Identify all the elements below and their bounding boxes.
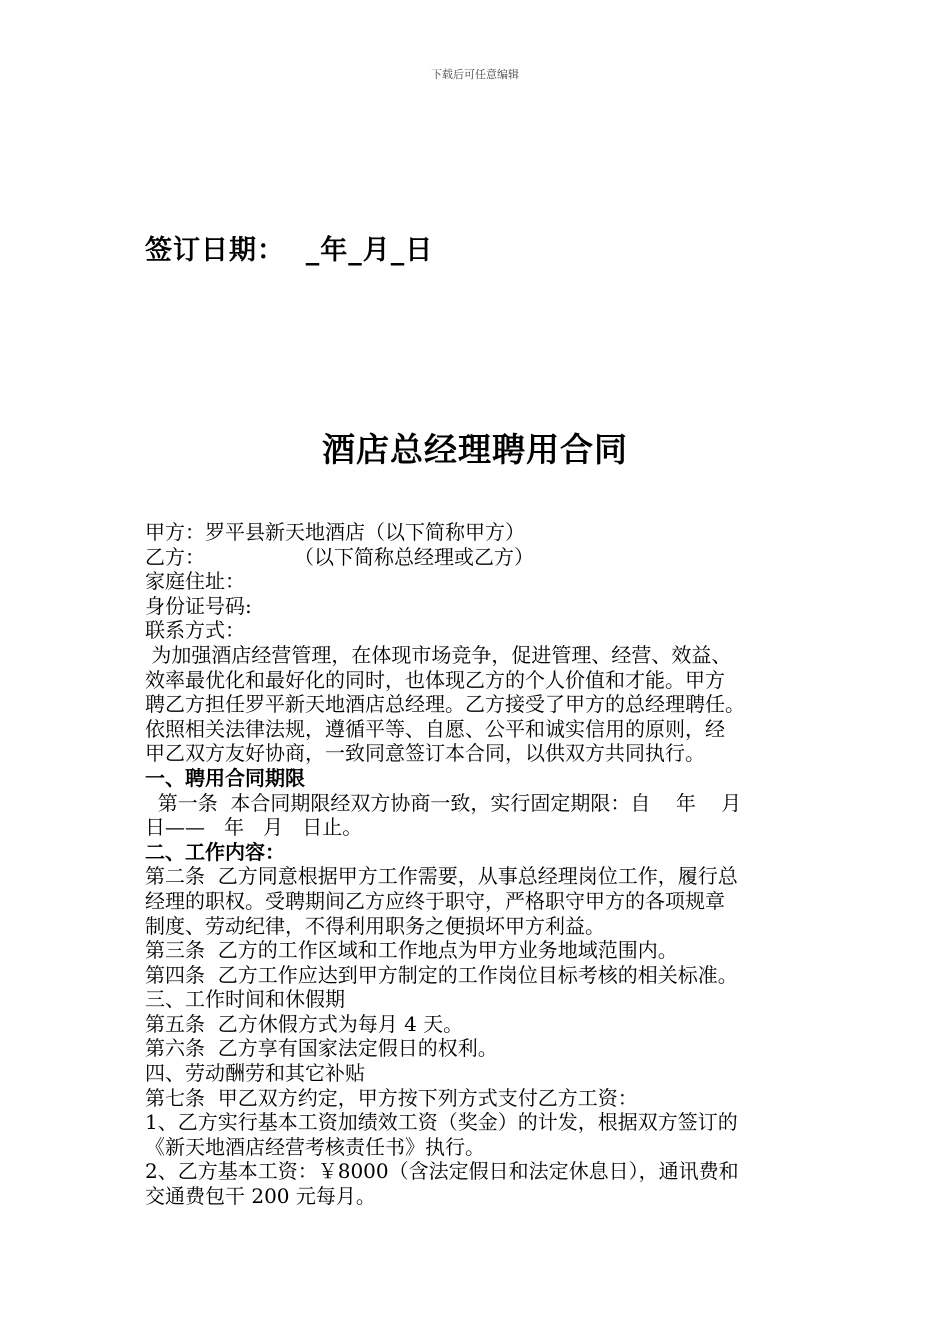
body-line: 聘乙方担任罗平新天地酒店总经理。乙方接受了甲方的总经理聘任。 [145, 692, 745, 717]
body-line: 第五条 乙方休假方式为每月 4 天。 [145, 1011, 464, 1036]
body-line: 四、劳动酬劳和其它补贴 [145, 1061, 365, 1086]
body-line: 甲乙双方友好协商，一致同意签订本合同，以供双方共同执行。 [145, 741, 705, 766]
section-heading: 一、聘用合同期限 [145, 765, 305, 790]
body-line: 第一条 本合同期限经双方协商一致，实行固定期限：自 年 月 [145, 790, 742, 815]
body-line: 经理的职权。受聘期间乙方应终于职守，严格职守甲方的各项规章 [145, 888, 725, 913]
body-line: 家庭住址： [145, 569, 245, 594]
document-title: 酒店总经理聘用合同 [322, 430, 628, 469]
body-line: 第二条 乙方同意根据甲方工作需要，从事总经理岗位工作，履行总 [145, 864, 738, 889]
body-line: 日—— 年 月 日止。 [145, 815, 363, 840]
body-line: 效率最优化和最好化的同时，也体现乙方的个人价值和才能。甲方 [145, 667, 725, 692]
body-line: 第六条 乙方享有国家法定假日的权利。 [145, 1036, 498, 1061]
body-line: 1、乙方实行基本工资加绩效工资（奖金）的计发，根据双方签订的 [145, 1110, 738, 1135]
body-line: 交通费包干 200 元每月。 [145, 1184, 376, 1209]
body-line: 身份证号码: [145, 593, 252, 618]
body-line: 联系方式： [145, 618, 245, 643]
body-line: 三、工作时间和休假期 [145, 987, 345, 1012]
body-line: 第七条 甲乙双方约定，甲方按下列方式支付乙方工资： [145, 1085, 638, 1110]
header-note: 下载后可任意编辑 [431, 68, 519, 81]
body-line: 制度、劳动纪律，不得利用职务之便损坏甲方利益。 [145, 913, 605, 938]
body-line: 乙方： （以下简称总经理或乙方） [145, 544, 535, 569]
body-line: 第四条 乙方工作应达到甲方制定的工作岗位目标考核的相关标准。 [145, 962, 738, 987]
body-line: 第三条 乙方的工作区域和工作地点为甲方业务地域范围内。 [145, 938, 678, 963]
body-line: 为加强酒店经营管理，在体现市场竞争，促进管理、经营、效益、 [145, 642, 732, 667]
body-line: 依照相关法律法规，遵循平等、自愿、公平和诚实信用的原则，经 [145, 716, 725, 741]
body-line: 《新天地酒店经营考核责任书》执行。 [145, 1134, 485, 1159]
section-heading: 二、工作内容： [145, 839, 285, 864]
signing-date: 签订日期： _年_月_日 [145, 235, 434, 266]
body-line: 甲方：罗平县新天地酒店（以下简称甲方） [145, 520, 525, 544]
contract-body [145, 520, 810, 1209]
body-line: 2、乙方基本工资：￥8000（含法定假日和法定休息日），通讯费和 [145, 1159, 739, 1184]
